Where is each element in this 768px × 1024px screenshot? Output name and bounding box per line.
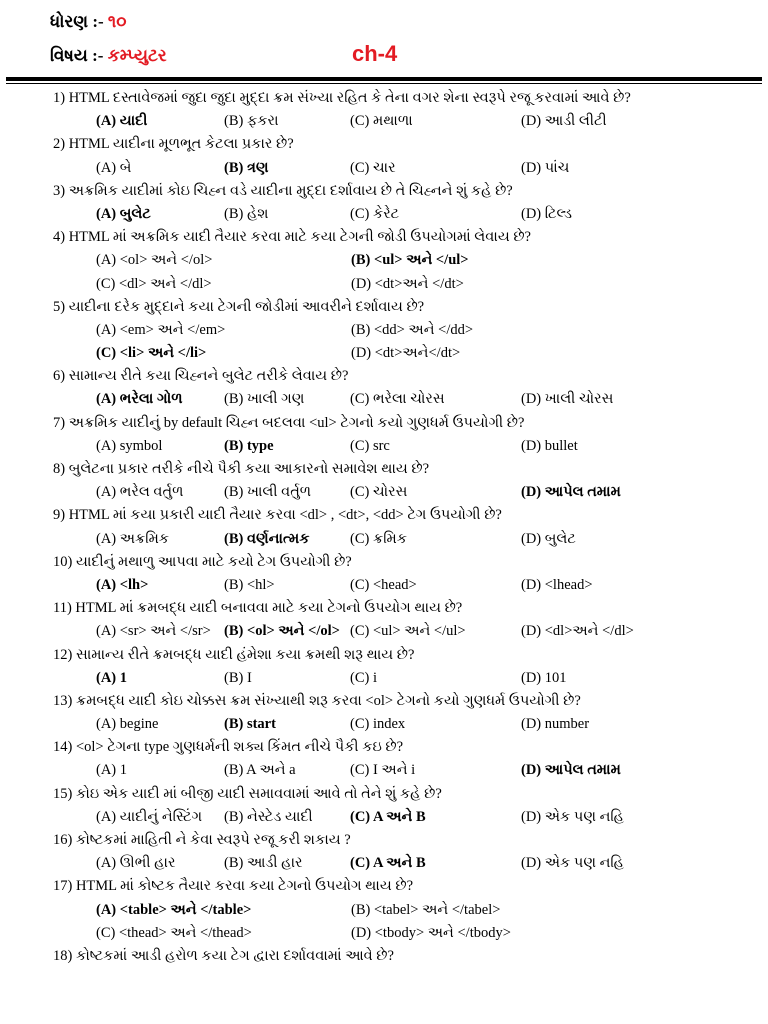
option: (B) <dd> અને </dd> <box>351 321 474 338</box>
header-rule-thin <box>6 83 762 84</box>
option: (A) <em> અને </em> <box>96 321 226 338</box>
option: (A) <ol> અને </ol> <box>96 252 213 269</box>
option: (C) i <box>350 669 377 686</box>
options-row <box>0 157 768 180</box>
options-row <box>0 620 768 643</box>
answer-option: (C) A અને B <box>350 855 426 872</box>
answer-option: (B) type <box>224 437 274 454</box>
options-row <box>0 574 768 597</box>
options-row <box>0 319 768 342</box>
header-rule-thick <box>6 77 762 81</box>
subject-value: કમ્પ્યુટર <box>107 46 167 65</box>
answer-option: (B) <ol> અને </ol> <box>224 623 340 640</box>
option: (A) બે <box>96 159 132 176</box>
option: (D) <dt>અને </dt> <box>351 275 464 292</box>
option: (A) begine <box>96 716 159 733</box>
options-row <box>0 806 768 829</box>
option: (D) <dl>અને </dl> <box>521 623 634 640</box>
subject-line <box>50 46 167 66</box>
options-row <box>0 342 768 365</box>
option: (A) ઊભી હાર <box>96 855 176 872</box>
option: (D) <lhead> <box>521 576 593 593</box>
option: (B) ખાલી ગણ <box>224 391 305 408</box>
question-text: 10) યાદીનું મથાળુ આપવા માટે કયો ટેગ ઉપયોગી છે? <box>53 553 352 570</box>
option: (C) ચોરસ <box>350 484 408 501</box>
option: (C) <head> <box>350 576 417 593</box>
answer-option: (B) start <box>224 716 276 733</box>
option: (B) નેસ્ટેડ યાદી <box>224 808 313 825</box>
question-text: 7) અક્રમિક યાદીનું by default ચિહ્‍ન બદલવા <ul> ટેગનો કયો ગુણધર્મ ઉપયોગી છે? <box>53 414 525 431</box>
options-row <box>0 667 768 690</box>
question-text: 2) HTML યાદીના મૂળભૂત કેટલા પ્રકાર છે? <box>53 136 294 153</box>
standard-value: ૧૦ <box>107 12 127 31</box>
answer-option: (A) ભરેલા ગોળ <box>96 391 183 408</box>
option: (C) <thead> અને </thead> <box>96 924 252 941</box>
option: (D) ટિલ્ડ <box>521 205 572 222</box>
option: (C) ચાર <box>350 159 396 176</box>
option: (C) ક્રમિક <box>350 530 407 547</box>
question-text: 16) કોષ્ટકમાં માહિતી ને કેવા સ્વરૂપે રજૂ કરી શકાય ? <box>53 832 351 848</box>
question-text: 4) HTML માં અક્રમિક યાદી તૈયાર કરવા માટે કયા ટેગની જોડી ઉપયોગમાં લેવાય છે? <box>53 229 531 246</box>
question-text: 1) HTML દસ્તાવેજમાં જુદા જુદા મુદ્દા ક્રમ સંખ્યા રહિત કે તેના વગર શેના સ્વરૂપે રજૂ કરવામાં આવે છે? <box>53 90 631 106</box>
question-text: 5) યાદીના દરેક મુદ્દાને કયા ટેગની જોડીમાં આવરીને દર્શાવાય છે? <box>53 298 425 315</box>
option: (A) symbol <box>96 437 163 454</box>
option: (B) હેશ <box>224 205 269 222</box>
options-row <box>0 713 768 736</box>
options-row <box>0 435 768 458</box>
option: (C) index <box>350 716 406 733</box>
options-row <box>0 852 768 875</box>
answer-option: (B) વર્ણનાત્મક <box>224 530 310 547</box>
option: (A) 1 <box>96 762 128 779</box>
option: (D) એક પણ નહિ <box>521 855 624 872</box>
subject-label: વિષય :- <box>50 46 104 65</box>
question-list <box>0 87 768 968</box>
options-row <box>0 273 768 296</box>
standard-label: ધોરણ :- <box>50 12 104 31</box>
option: (C) કેરેટ <box>350 205 400 222</box>
options-row <box>0 759 768 782</box>
option: (D) 101 <box>521 669 567 686</box>
option: (D) પાંચ <box>521 159 570 176</box>
option: (B) ખાલી વર્તુળ <box>224 484 312 501</box>
answer-option: (A) <table> અને </table> <box>96 901 252 918</box>
option: (B) I <box>224 669 252 686</box>
option: (C) <ul> અને </ul> <box>350 623 466 640</box>
option: (D) એક પણ નહિ <box>521 808 624 825</box>
question-text: 18) કોષ્ટકમાં આડી હરોળ કયા ટેગ દ્વારા દર્શાવવામાં આવે છે? <box>53 947 394 964</box>
option: (D) <dt>અને</dt> <box>351 345 461 362</box>
option: (C) <dl> અને </dl> <box>96 275 212 292</box>
options-row <box>0 110 768 133</box>
question-text: 6) સામાન્ય રીતે કયા ચિહ્‍નને બુલેટ તરીકે લેવાય છે? <box>53 368 349 385</box>
option: (A) યાદીનું નેસ્ટિંગ <box>96 808 203 825</box>
answer-option: (A) <lh> <box>96 576 149 593</box>
option: (B) <hl> <box>224 576 275 593</box>
answer-option: (A) 1 <box>96 669 128 686</box>
standard-line <box>50 12 126 32</box>
question-text: 15) કોઇ એક યાદી માં બીજી યાદી સમાવવામાં આવે તો તેને શું કહે છે? <box>53 785 442 802</box>
option: (D) <tbody> અને </tbody> <box>351 924 511 941</box>
option: (C) મથાળા <box>350 113 413 130</box>
options-row <box>0 388 768 411</box>
question-text: 13) ક્રમબદ્ધ યાદી કોઇ ચોક્કસ ક્રમ સંખ્યાથી શરૂ કરવા <ol> ટેગનો કયો ગુણધર્મ ઉપયોગી છે? <box>53 692 581 709</box>
answer-option: (D) આપેલ તમામ <box>521 484 621 501</box>
options-row <box>0 528 768 551</box>
answer-option: (A) બુલેટ <box>96 205 151 222</box>
option: (C) src <box>350 437 390 454</box>
question-text: 11) HTML માં ક્રમબદ્ધ યાદી બનાવવા માટે કયા ટેગનો ઉપયોગ થાય છે? <box>53 600 463 617</box>
option: (B) ફકરા <box>224 113 279 130</box>
answer-option: (C) A અને B <box>350 808 426 825</box>
question-text: 17) HTML માં કોષ્ટક તૈયાર કરવા કયા ટેગનો ઉપયોગ થાય છે? <box>53 878 414 895</box>
answer-option: (B) <ul> અને </ul> <box>351 252 469 269</box>
option: (B) આડી હાર <box>224 855 303 872</box>
option: (A) <sr> અને </sr> <box>96 623 211 640</box>
option: (A) અક્રમિક <box>96 530 170 547</box>
option: (D) આડી લીટી <box>521 113 607 130</box>
option: (D) bullet <box>521 437 578 454</box>
question-text: 14) <ol> ટેગના type ગુણધર્મની શક્ય કિંમત નીચે પૈકી કઇ છે? <box>53 739 404 756</box>
option: (B) <tabel> અને </tabel> <box>351 901 501 918</box>
options-row <box>0 922 768 945</box>
options-row <box>0 899 768 922</box>
options-row <box>0 481 768 504</box>
chapter-title: ch-4 <box>352 41 398 66</box>
question-text: 12) સામાન્ય રીતે ક્રમબદ્ધ યાદી હંમેશા કયા ક્રમથી શરૂ થાય છે? <box>53 646 415 663</box>
question-text: 8) બુલેટના પ્રકાર તરીકે નીચે પૈકી કયા આકારનો સમાવેશ થાય છે? <box>53 461 430 477</box>
options-row <box>0 249 768 272</box>
answer-option: (A) યાદી <box>96 113 148 130</box>
option: (B) A અને a <box>224 762 296 779</box>
answer-option: (C) <li> અને </li> <box>96 345 207 362</box>
option: (D) ખાલી ચોરસ <box>521 391 614 408</box>
option: (C) ભરેલા ચોરસ <box>350 391 445 408</box>
question-text: 9) HTML માં કયા પ્રકારી યાદી તૈયાર કરવા <dl> , <dt>, <dd> ટેગ ઉપયોગી છે? <box>53 507 502 524</box>
answer-option: (D) આપેલ તમામ <box>521 762 621 779</box>
options-row <box>0 203 768 226</box>
option: (A) ભરેલ વર્તુળ <box>96 484 184 501</box>
question-text: 3) અક્રમિક યાદીમાં કોઇ ચિહ્‍ન વડે યાદીના મુદ્દા દર્શાવાય છે તે ચિહ્‍નને શું કહે છે? <box>53 182 513 199</box>
option: (C) I અને i <box>350 762 416 779</box>
answer-option: (B) ત્રણ <box>224 159 269 176</box>
option: (D) number <box>521 716 590 733</box>
option: (D) બુલેટ <box>521 530 576 547</box>
